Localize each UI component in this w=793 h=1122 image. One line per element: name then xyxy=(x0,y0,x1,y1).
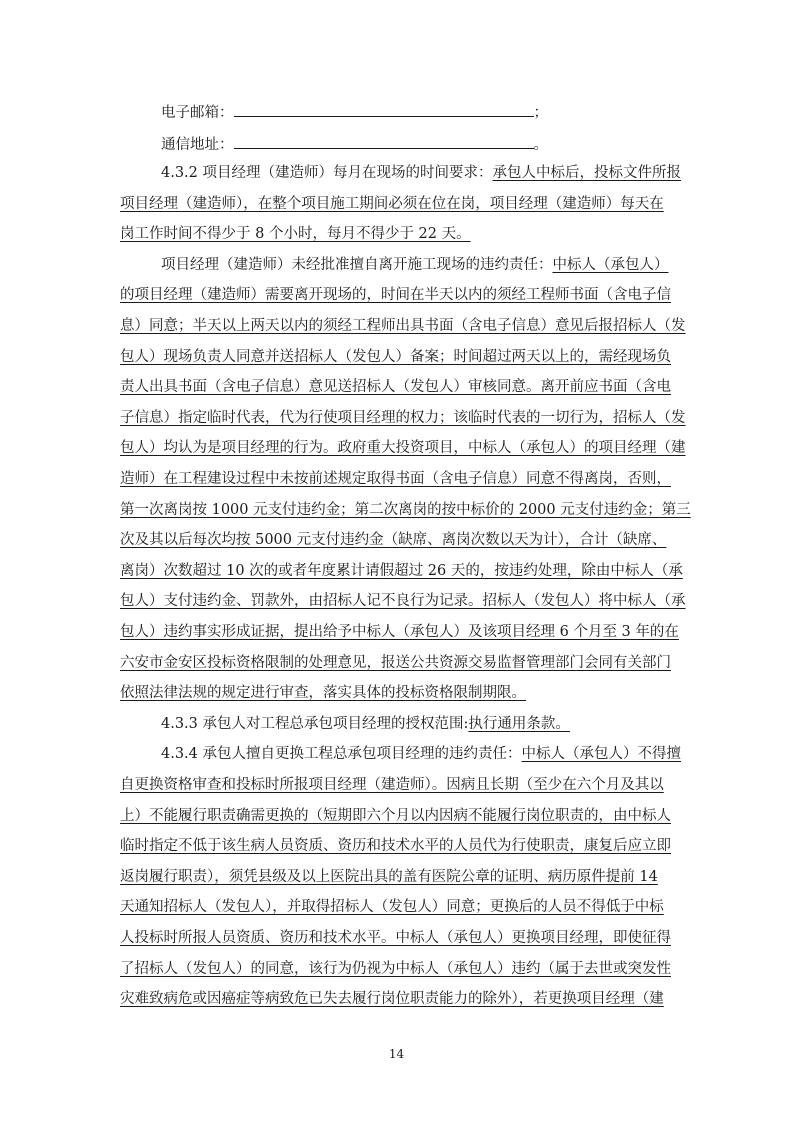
underlined-text: 中标人（承包人） xyxy=(552,256,669,273)
underlined-text: 中标人（承包人）不得擅 xyxy=(521,746,682,763)
underlined-text: 依照法律法规的规定进行审查，落实具体的投标资格限制期限。 xyxy=(120,685,526,702)
underlined-text: 次及其以后每次均按 5000 元支付违约金（缺席、离岗次数以天为计），合计（缺席、 xyxy=(120,532,667,549)
email-line xyxy=(161,102,721,123)
underlined-text: 第一次离岗按 1000 元支付违约金；第二次离岗的按中标价的 2000 元支付违约金；第三 xyxy=(120,501,691,518)
underlined-text: 自更换资格审查和投标时所报项目经理（建造师）。因病且长期（至少在六个月及其以 xyxy=(120,777,664,793)
address-line xyxy=(161,134,721,155)
underlined-text: 岗工作时间不得少于 8 个小时，每月不得少于 22 天。 xyxy=(120,226,471,243)
line-prefix: 4.3.4 承包人擅自更换工程总承包项目经理的违约责任： xyxy=(161,746,522,763)
underlined-text: 返岗履行职责），须凭县级及以上医院出具的盖有医院公章的证明、病历原件提前 14 xyxy=(120,868,658,885)
text-line xyxy=(120,897,680,917)
underlined-text: 包人）现场负责人同意并送招标人（发包人）备案；时间超过两天以上的，需经现场负 xyxy=(120,348,671,365)
text-line xyxy=(120,530,680,550)
underlined-text: 造师）在工程建设过程中未按前述规定取得书面（含电子信息）同意不得离岗，否则， xyxy=(120,471,671,487)
text-line xyxy=(120,347,680,367)
address-end: 。 xyxy=(533,137,548,153)
text-line xyxy=(161,744,721,764)
text-line xyxy=(120,989,680,1009)
underlined-text: 子信息）指定临时代表，代为行使项目经理的权力；该临时代表的一切行为，招标人（发 xyxy=(120,409,686,426)
text-line xyxy=(120,377,680,397)
underlined-text: 项目经理（建造师），在整个项目施工期间必须在位在岗，项目经理（建造师）每天在 xyxy=(120,195,664,212)
text-line xyxy=(120,622,680,642)
underlined-text: 的项目经理（建造师）需要离开现场的，时间在半天以内的须经工程师书面（含电子信 xyxy=(120,287,671,304)
text-line xyxy=(120,408,686,428)
text-line xyxy=(120,775,680,795)
underlined-text: 责人出具书面（含电子信息）意见送招标人（发包人）审核同意。离开前应书面（含电 xyxy=(120,379,671,396)
text-line xyxy=(120,653,680,673)
text-line xyxy=(161,255,721,275)
address-label: 通信地址： xyxy=(161,137,234,153)
text-line xyxy=(120,469,680,489)
email-blank xyxy=(234,102,534,117)
text-line xyxy=(120,591,686,611)
text-line xyxy=(120,959,680,979)
underlined-text: 包人）违约事实形成证据，提出给予中标人（承包人）及该项目经理 6 个月至 3 年的在 xyxy=(120,624,679,640)
text-line xyxy=(120,438,686,458)
page-number: 14 xyxy=(388,1047,405,1061)
underlined-text: 上）不能履行职责确需更换的（短期即六个月以内因病不能履行岗位职责的，由中标人 xyxy=(120,807,671,824)
line-prefix: 4.3.2 项目经理（建造师）每月在现场的时间要求： xyxy=(161,165,493,181)
underlined-text: 包人）均认为是项目经理的行为。政府重大投资项目，中标人（承包人）的项目经理（建 xyxy=(120,440,686,457)
text-line xyxy=(120,928,680,948)
email-label: 电子邮箱： xyxy=(161,105,234,121)
line-prefix: 项目经理（建造师）未经批准擅自离开施工现场的违约责任： xyxy=(161,256,553,273)
text-line xyxy=(120,316,686,336)
underlined-text: 承包人中标后，投标文件所报 xyxy=(492,165,682,181)
text-line xyxy=(161,163,721,183)
text-line xyxy=(120,500,691,520)
text-line xyxy=(161,714,721,734)
underlined-text: 人投标时所报人员资质、资历和技术水平。中标人（承包人）更换项目经理，即使征得 xyxy=(120,930,671,946)
underlined-text: 息）同意；半天以上两天以内的须经工程师出具书面（含电子信息）意见后报招标人（发 xyxy=(120,318,686,334)
underlined-text: 离岗）次数超过 10 次的或者年度累计请假超过 26 天的，按违约处理，除由中标人（承 xyxy=(120,562,683,579)
line-prefix: 4.3.3 承包人对工程总承包项目经理的授权范围: xyxy=(161,715,469,732)
underlined-text: 临时指定不低于该生病人员资质、资历和技术水平的人员代为行使职责，康复后应立即 xyxy=(120,838,671,855)
text-line xyxy=(120,836,680,856)
text-line xyxy=(120,561,683,581)
underlined-text: 了招标人（发包人）的同意，该行为仍视为中标人（承包人）违约（属于去世或突发性 xyxy=(120,960,671,977)
text-line xyxy=(120,867,680,887)
underlined-text: 灾难致病危或因癌症等病致危已失去履行岗位职责能力的除外），若更换项目经理（建 xyxy=(120,991,664,1008)
text-line xyxy=(120,224,680,244)
underlined-text: 执行通用条款。 xyxy=(468,715,570,732)
text-line xyxy=(120,194,680,214)
email-end: ； xyxy=(533,105,548,121)
text-line xyxy=(120,806,680,826)
address-blank xyxy=(234,134,534,149)
underlined-text: 天通知招标人（发包人），并取得招标人（发包人）同意；更换后的人员不得低于中标 xyxy=(120,899,664,916)
text-line xyxy=(120,285,680,305)
underlined-text: 包人）支付违约金、罚款外，由招标人记不良行为记录。招标人（发包人）将中标人（承 xyxy=(120,593,686,610)
text-line xyxy=(120,683,680,703)
underlined-text: 六安市金安区投标资格限制的处理意见，报送公共资源交易监督管理部门会同有关部门 xyxy=(120,654,671,671)
